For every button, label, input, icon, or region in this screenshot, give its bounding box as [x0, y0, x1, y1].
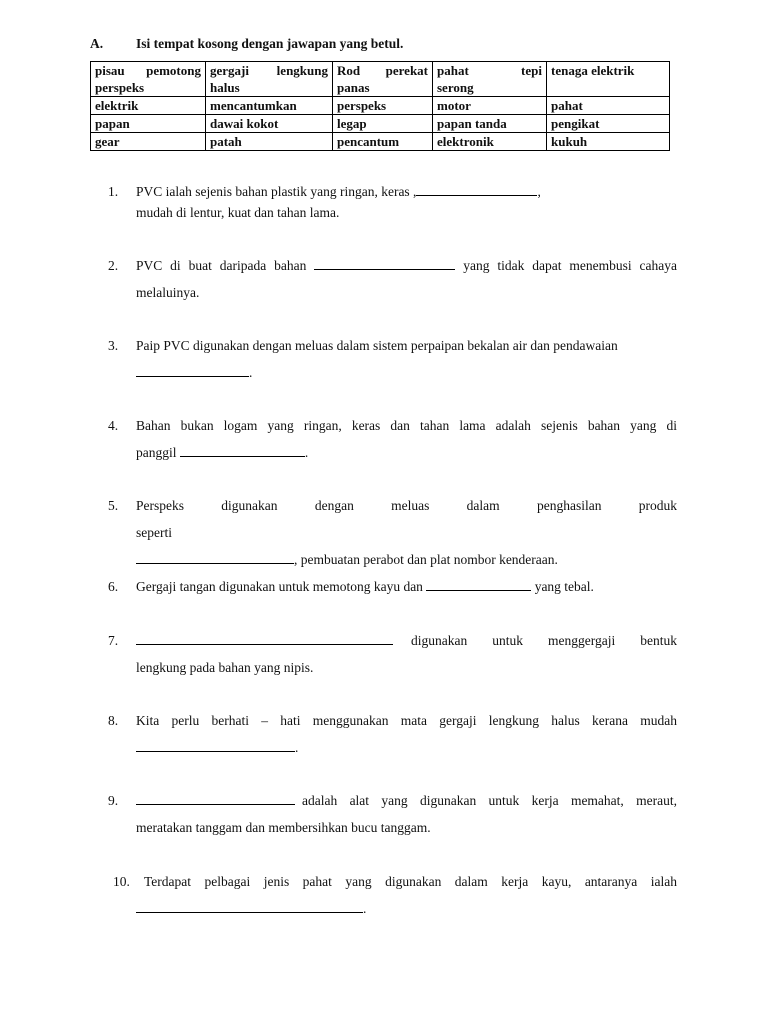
question-text: yang tidak dapat menembusi cahaya [463, 258, 678, 273]
question-text: panggil [136, 445, 177, 460]
question-text: Kita perlu berhati – hati menggunakan mata gergaji lengkung halus kerana mudah [136, 713, 677, 728]
question-number: 4. [108, 418, 119, 433]
table-cell: papan [91, 115, 206, 133]
question-4 [108, 412, 677, 466]
table-cell: patah [206, 133, 333, 151]
question-text: Perspeks digunakan dengan meluas dalam penghasilan produk seperti [136, 498, 677, 540]
question-9 [108, 787, 677, 841]
question-number: 3. [108, 338, 119, 353]
question-6 [108, 573, 677, 600]
table-row [91, 115, 670, 133]
question-text: . [249, 365, 253, 380]
table-row [91, 133, 670, 151]
table-cell: Rod perekat panas [333, 62, 433, 97]
answer-blank[interactable] [136, 550, 294, 564]
question-8 [108, 707, 677, 761]
answer-blank[interactable] [180, 443, 305, 457]
table-cell: perspeks [333, 97, 433, 115]
question-number: 2. [108, 258, 119, 273]
answer-blank[interactable] [136, 899, 363, 913]
table-row [91, 62, 670, 97]
table-cell: elektronik [433, 133, 547, 151]
table-cell: pisau pemotong perspeks [91, 62, 206, 97]
table-cell: mencantumkan [206, 97, 333, 115]
question-number: 9. [108, 793, 119, 808]
answer-blank[interactable] [136, 363, 249, 377]
answer-blank[interactable] [314, 256, 455, 270]
table-cell: motor [433, 97, 547, 115]
question-number: 5. [108, 498, 119, 513]
question-number: 8. [108, 713, 119, 728]
table-row [91, 97, 670, 115]
question-text: yang tebal. [534, 579, 594, 594]
question-text: mudah di lentur, kuat dan tahan lama. [136, 205, 340, 220]
table-cell: gergaji lengkung halus [206, 62, 333, 97]
question-number: 1. [108, 184, 119, 199]
question-text: digunakan untuk menggergaji bentuk [411, 633, 677, 648]
table-cell: tenaga elektrik [547, 62, 670, 97]
question-text: PVC ialah sejenis bahan plastik yang ringan, keras , [136, 184, 417, 199]
question-text: Terdapat pelbagai jenis pahat yang digunakan dalam kerja kayu, antaranya ialah [144, 874, 677, 889]
question-number: 6. [108, 579, 119, 594]
question-3 [108, 332, 677, 386]
section-label: A. [90, 36, 104, 51]
table-cell: pencantum [333, 133, 433, 151]
table-cell: legap [333, 115, 433, 133]
question-number: 10. [113, 874, 130, 889]
question-text: meratakan tanggam dan membersihkan bucu tanggam. [136, 820, 431, 835]
question-text: Bahan bukan logam yang ringan, keras dan tahan lama adalah sejenis bahan yang di [136, 418, 677, 433]
question-text: melaluinya. [136, 285, 200, 300]
question-text: adalah alat yang digunakan untuk kerja memahat, meraut, [302, 793, 677, 808]
word-bank-table [90, 61, 670, 151]
question-5 [108, 492, 677, 573]
answer-blank[interactable] [416, 182, 537, 196]
question-2 [108, 252, 677, 306]
question-text: . [304, 445, 309, 460]
question-text: Gergaji tangan digunakan untuk memotong kayu dan [136, 579, 423, 594]
table-cell: kukuh [547, 133, 670, 151]
question-text: PVC di buat daripada bahan [136, 258, 307, 273]
table-cell: gear [91, 133, 206, 151]
section-instruction: Isi tempat kosong dengan jawapan yang betul. [136, 36, 404, 51]
table-cell: pahat tepi serong [433, 62, 547, 97]
answer-blank[interactable] [426, 577, 531, 591]
table-cell: papan tanda [433, 115, 547, 133]
answer-blank[interactable] [136, 738, 295, 752]
section-heading [90, 36, 403, 52]
answer-blank[interactable] [136, 791, 295, 805]
question-text: Paip PVC digunakan dengan meluas dalam sistem perpaipan bekalan air dan pendawaian [136, 338, 618, 353]
question-text: , pembuatan perabot dan plat nombor kenderaan. [294, 552, 558, 567]
question-text: , [537, 184, 541, 199]
question-number: 7. [108, 633, 119, 648]
question-text: . [295, 740, 299, 755]
answer-blank[interactable] [136, 631, 393, 645]
question-7 [108, 627, 677, 681]
table-cell: pahat [547, 97, 670, 115]
table-cell: elektrik [91, 97, 206, 115]
question-10 [108, 868, 677, 922]
question-1 [108, 181, 677, 223]
question-text: . [363, 901, 367, 916]
table-cell: dawai kokot [206, 115, 333, 133]
question-text: lengkung pada bahan yang nipis. [136, 660, 314, 675]
table-cell: pengikat [547, 115, 670, 133]
